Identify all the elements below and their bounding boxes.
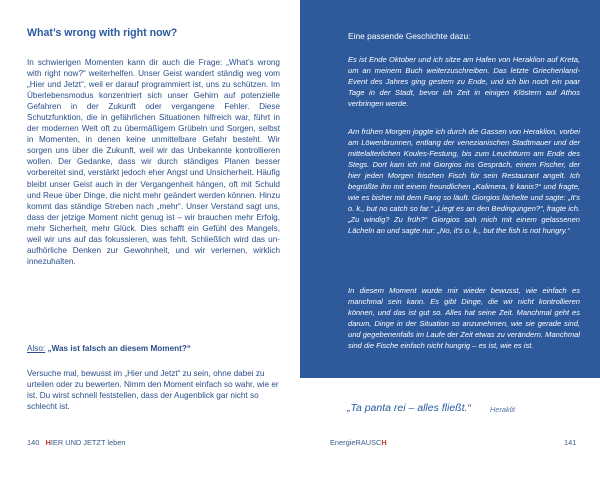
subheading-prefix: Also: [27,344,46,353]
story-box-title: Eine passende Geschichte dazu: [348,31,471,41]
subheading-question: „Was ist falsch an diesem Moment?“ [45,344,191,353]
story-paragraph-1: Es ist Ende Oktober und ich sitze am Hafen von Heraklion auf Kreta, um an meinem Buch weiterzuschreiben. Das letzte Griechenland-Event des Jahres ging gestern zu Ende, und ich bin noch ein paar Tage in der Stadt, bevor ich Zeit in einigen Klöstern auf Athos verbringen werde. [348,55,580,109]
subheading [27,344,280,353]
footer-right-highlight: H [381,438,387,447]
story-box [300,0,600,378]
story-paragraph-3: In diesem Moment wurde mir wieder bewusst, wie einfach es manchmal sein kann. Es gibt Dinge, die wir nicht kontrollieren können, und das ist gut so. Alles hat seine Zeit. Manchmal geht es darum, Dinge in der Situation so anzunehmen, wie sie gerade sind, und gegebenenfalls im Laufe der Zeit etwas zu verändern. Manchmal sind die Fische einfach nicht hungrig – es ist, wie es ist. [348,286,580,351]
page-number-right: 141 [564,438,577,447]
section-title: What’s wrong with right now? [27,27,178,39]
quote-author: Heraklit [490,405,516,414]
footer-right-title: EnergieRAUSC [330,438,382,447]
right-footer-title [330,438,387,447]
footer-left-highlight: H [45,438,51,447]
quote: „Ta panta rei – alles fließt.“ [347,402,471,414]
body-paragraph: In schwierigen Momenten kann dir auch die Frage: „What’s wrong with right now?“ weiterhelfen. Unser Geist wandert ständig weg vom „Hier und Jetzt“, weil er darauf programmiert ist, uns zu schützen. Im Überlebensmodus konzentriert sich unser Gehirn auf potenzielle Gefahren in der Zukunft oder vergangene Fehler. Diese Schutzfunktion, die in gefährlichen Situationen hilfreich war, führt in der modernen Welt oft zu übermäßigem Grübeln und Sorgen, selbst in Momenten, in denen keine unmittelbare Gefahr besteht. Wir sorgen uns über die Zukunft, weil wir das Unbekannte kontrollieren wollen. Der Gedanke, dass wir durch ständiges Planen besser vorbereitet sind, verstärkt jedoch eher Angst und Unsicherheit. Häufig bleibt unser Geist auch in der Vergangenheit hängen, oft mit Schuld und Reue über Dinge, die nicht mehr geändert werden können. Hinzu kommt das ständige Streben nach „mehr“. Unser Verstand sagt uns, dass der jetzige Moment nicht genug ist – wir brauchen mehr Erfolg, mehr Sicherheit, mehr Glück. Dies schafft ein Gefühl des Mangels, weil wir uns auf das fokussieren, was fehlt. Schließlich wird das unaufhörliche Denken zur Gewohnheit, und wir verlernen, wirklich innezuhalten. [27,58,280,266]
exercise-paragraph: Versuche mal, bewusst im „Hier und Jetzt“ zu sein, ohne dabei zu urteilen oder zu bewerten. Nimm den Moment einfach so wahr, wie er ist. Du wirst schnell feststellen, dass der Augenblick gar nicht so schlecht ist. [27,369,279,412]
right-page [300,0,600,491]
story-paragraph-2: Am frühen Morgen joggte ich durch die Gassen von Heraklion, vorbei am Löwenbrunnen, entlang der venezianischen Stadtmauer und der mittelalterlichen Koules-Festung, bis zum Leuchtturm am Ende des Stegs. Dort kam ich mit Giorgios ins Gespräch, einem Fischer, der hier jeden Morgen frischen Fisch für sein Restaurant angelt. Ich begrüßte ihn mit einem freundlichen „Kalimera, ti kanis?“ und fragte, wie es bisher mit dem Fang so läuft. Giorgios lächelte und sagte: „It’s o. k., but no catch so far.“ „Liegt es an den Bedingungen?“, fragte ich. „Zu windig? Zu früh?“ Giorgios sah mich mit einem gelassenen Lächeln an und sagte nur: „No, it’s o. k., but the fish is not hungry.“ [348,127,580,236]
page-number-left: 140 [27,438,40,447]
footer-left-title: IER UND JETZT leben [50,438,126,447]
left-footer [27,438,125,447]
